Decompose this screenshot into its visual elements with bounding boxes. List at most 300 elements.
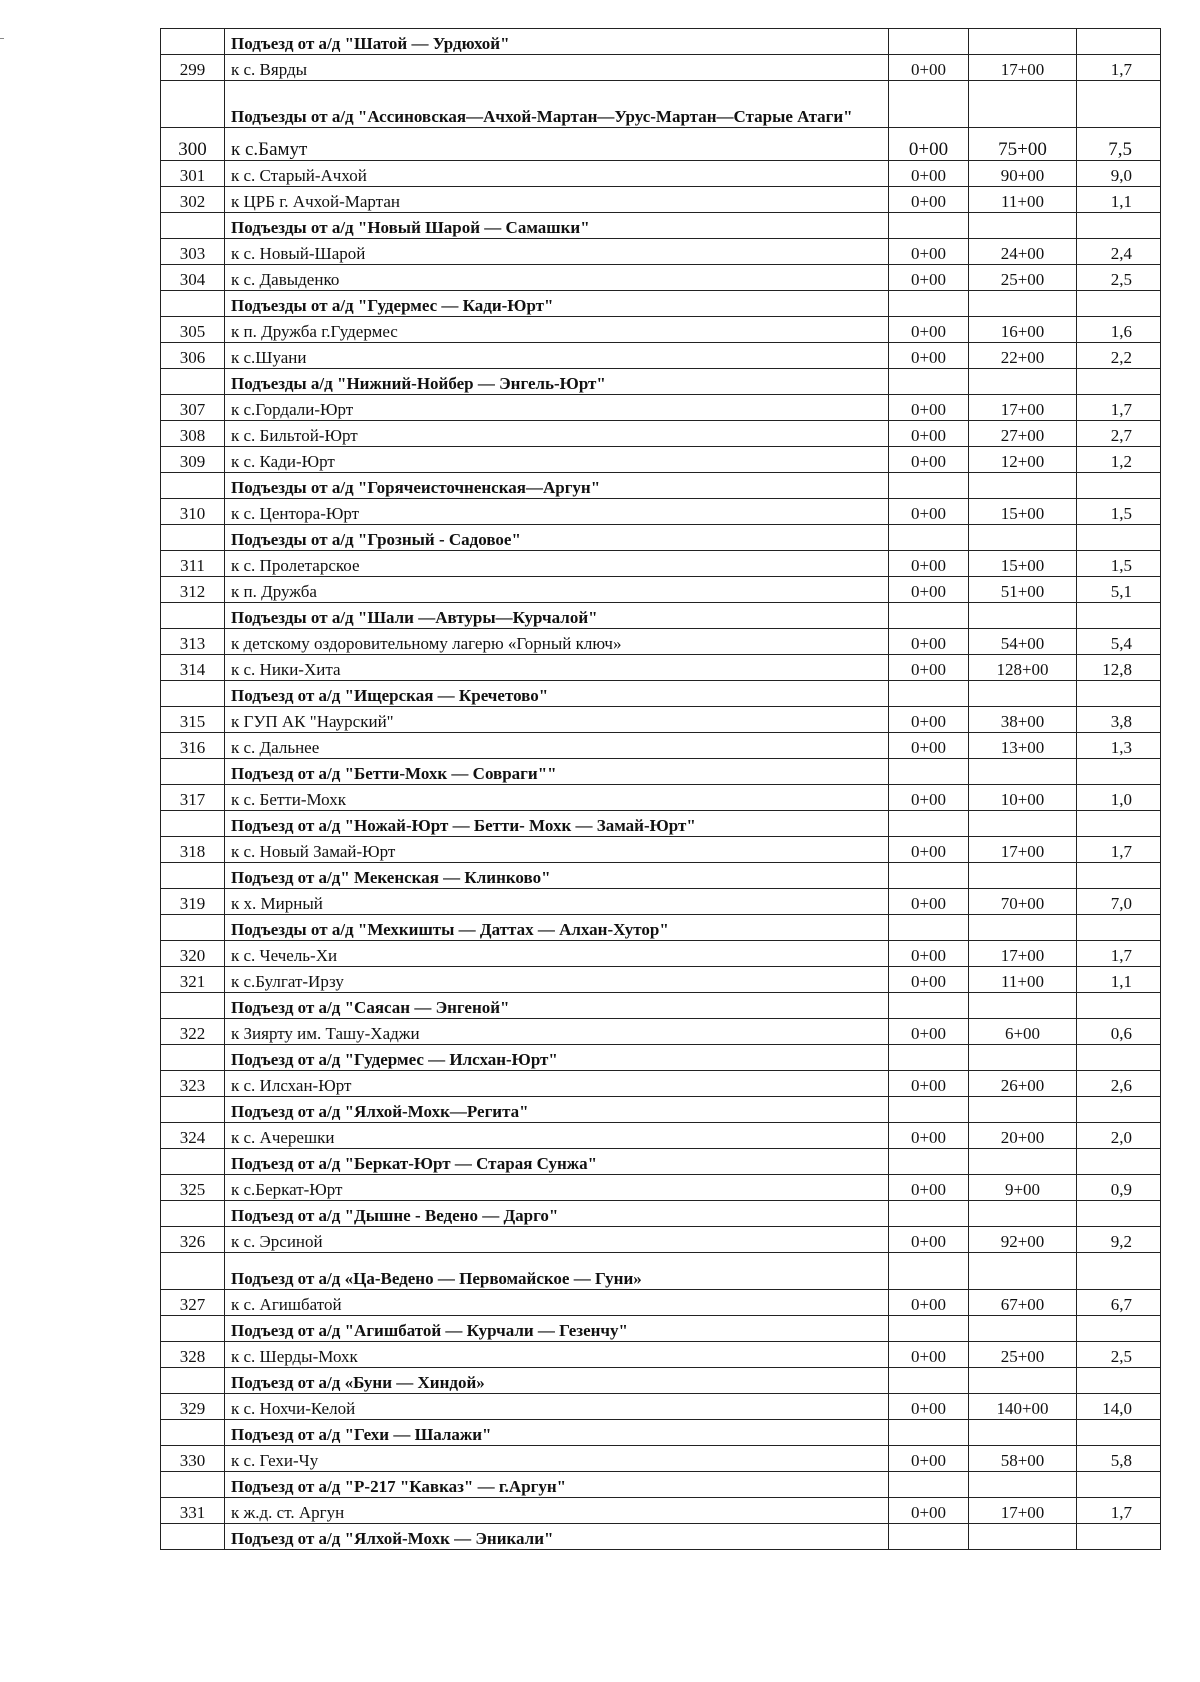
row-number-cell: 326 — [161, 1227, 225, 1253]
length-km-cell: 1,7 — [1077, 55, 1161, 81]
table-row — [161, 785, 1161, 811]
road-name-cell: к с. Дальнее — [225, 733, 889, 759]
row-number-cell: 329 — [161, 1394, 225, 1420]
end-km-cell: 11+00 — [969, 967, 1077, 993]
end-km-cell: 9+00 — [969, 1175, 1077, 1201]
length-km-cell: 1,7 — [1077, 395, 1161, 421]
row-number-cell: 320 — [161, 941, 225, 967]
length-km-cell: 5,1 — [1077, 577, 1161, 603]
end-km-cell: 20+00 — [969, 1123, 1077, 1149]
section-title-cell: Подъезд от а/д «Буни — Хиндой» — [225, 1368, 889, 1394]
section-header-row — [161, 291, 1161, 317]
end-km-cell — [969, 1201, 1077, 1227]
road-name-cell: к с. Вярды — [225, 55, 889, 81]
row-number-cell — [161, 1524, 225, 1550]
start-km-cell — [889, 759, 969, 785]
start-km-cell — [889, 993, 969, 1019]
table-row — [161, 733, 1161, 759]
start-km-cell — [889, 29, 969, 55]
table-row — [161, 128, 1161, 161]
row-number-cell — [161, 473, 225, 499]
length-km-cell: 2,6 — [1077, 1071, 1161, 1097]
section-header-row — [161, 1420, 1161, 1446]
length-km-cell: 0,6 — [1077, 1019, 1161, 1045]
road-name-cell: к п. Дружба — [225, 577, 889, 603]
length-km-cell: 2,2 — [1077, 343, 1161, 369]
road-name-cell: к с.Беркат-Юрт — [225, 1175, 889, 1201]
length-km-cell: 1,7 — [1077, 1498, 1161, 1524]
section-title-cell: Подъезд от а/д "Беркат-Юрт — Старая Сунжа" — [225, 1149, 889, 1175]
start-km-cell — [889, 915, 969, 941]
end-km-cell — [969, 811, 1077, 837]
end-km-cell: 17+00 — [969, 395, 1077, 421]
table-row — [161, 161, 1161, 187]
row-number-cell: 316 — [161, 733, 225, 759]
start-km-cell — [889, 1316, 969, 1342]
row-number-cell — [161, 369, 225, 395]
road-name-cell: к с.Булгат-Ирзу — [225, 967, 889, 993]
section-header-row — [161, 811, 1161, 837]
row-number-cell — [161, 29, 225, 55]
section-header-row — [161, 1045, 1161, 1071]
length-km-cell: 2,7 — [1077, 421, 1161, 447]
table-row — [161, 1446, 1161, 1472]
row-number-cell: 325 — [161, 1175, 225, 1201]
row-number-cell: 308 — [161, 421, 225, 447]
section-header-row — [161, 1316, 1161, 1342]
table-row — [161, 967, 1161, 993]
road-name-cell: к с. Старый-Ачхой — [225, 161, 889, 187]
start-km-cell: 0+00 — [889, 1227, 969, 1253]
row-number-cell — [161, 1045, 225, 1071]
length-km-cell — [1077, 759, 1161, 785]
row-number-cell — [161, 291, 225, 317]
road-name-cell: к ж.д. ст. Аргун — [225, 1498, 889, 1524]
table-row — [161, 239, 1161, 265]
length-km-cell — [1077, 1472, 1161, 1498]
road-name-cell: к детскому оздоровительному лагерю «Горный ключ» — [225, 629, 889, 655]
row-number-cell: 331 — [161, 1498, 225, 1524]
start-km-cell: 0+00 — [889, 1394, 969, 1420]
row-number-cell: 299 — [161, 55, 225, 81]
table-row — [161, 889, 1161, 915]
length-km-cell: 1,7 — [1077, 941, 1161, 967]
road-name-cell: к с. Давыденко — [225, 265, 889, 291]
row-number-cell: 307 — [161, 395, 225, 421]
start-km-cell: 0+00 — [889, 317, 969, 343]
start-km-cell: 0+00 — [889, 551, 969, 577]
row-number-cell — [161, 915, 225, 941]
start-km-cell — [889, 81, 969, 128]
start-km-cell: 0+00 — [889, 1175, 969, 1201]
section-header-row — [161, 369, 1161, 395]
length-km-cell — [1077, 915, 1161, 941]
end-km-cell — [969, 291, 1077, 317]
end-km-cell: 92+00 — [969, 1227, 1077, 1253]
section-header-row — [161, 1149, 1161, 1175]
row-number-cell — [161, 525, 225, 551]
row-number-cell — [161, 213, 225, 239]
start-km-cell — [889, 1097, 969, 1123]
length-km-cell — [1077, 1149, 1161, 1175]
start-km-cell: 0+00 — [889, 1019, 969, 1045]
row-number-cell: 317 — [161, 785, 225, 811]
start-km-cell: 0+00 — [889, 161, 969, 187]
row-number-cell: 309 — [161, 447, 225, 473]
row-number-cell — [161, 1149, 225, 1175]
row-number-cell: 311 — [161, 551, 225, 577]
road-name-cell: к с. Чечель-Хи — [225, 941, 889, 967]
section-title-cell: Подъезд от а/д «Ца-Ведено — Первомайское — Гуни» — [225, 1253, 889, 1290]
section-header-row — [161, 993, 1161, 1019]
section-title-cell: Подъезд от а/д "Гехи — Шалажи" — [225, 1420, 889, 1446]
section-title-cell: Подъезд от а/д "Ялхой-Мохк—Регита" — [225, 1097, 889, 1123]
road-name-cell: к ЦРБ г. Ачхой-Мартан — [225, 187, 889, 213]
section-header-row — [161, 681, 1161, 707]
length-km-cell — [1077, 863, 1161, 889]
table-row — [161, 395, 1161, 421]
row-number-cell: 303 — [161, 239, 225, 265]
road-name-cell: к с. Шерды-Мохк — [225, 1342, 889, 1368]
start-km-cell: 0+00 — [889, 707, 969, 733]
length-km-cell: 5,8 — [1077, 1446, 1161, 1472]
row-number-cell: 319 — [161, 889, 225, 915]
start-km-cell — [889, 213, 969, 239]
row-number-cell — [161, 1316, 225, 1342]
end-km-cell — [969, 1316, 1077, 1342]
section-title-cell: Подъезд от а/д "Ножай-Юрт — Бетти- Мохк — Замай-Юрт" — [225, 811, 889, 837]
length-km-cell: 6,7 — [1077, 1290, 1161, 1316]
section-title-cell: Подъезд от а/д "Р-217 "Кавказ" — г.Аргун" — [225, 1472, 889, 1498]
end-km-cell: 15+00 — [969, 499, 1077, 525]
row-number-cell: 324 — [161, 1123, 225, 1149]
section-title-cell: Подъезды от а/д "Гудермес — Кади-Юрт" — [225, 291, 889, 317]
section-header-row — [161, 1472, 1161, 1498]
end-km-cell: 12+00 — [969, 447, 1077, 473]
road-name-cell: к с.Бамут — [225, 128, 889, 161]
start-km-cell — [889, 473, 969, 499]
start-km-cell: 0+00 — [889, 239, 969, 265]
row-number-cell: 305 — [161, 317, 225, 343]
end-km-cell: 75+00 — [969, 128, 1077, 161]
start-km-cell — [889, 863, 969, 889]
section-title-cell: Подъезды от а/д "Новый Шарой — Самашки" — [225, 213, 889, 239]
table-row — [161, 265, 1161, 291]
end-km-cell: 54+00 — [969, 629, 1077, 655]
end-km-cell: 6+00 — [969, 1019, 1077, 1045]
end-km-cell: 17+00 — [969, 837, 1077, 863]
section-title-cell: Подъезд от а/д "Гудермес — Илсхан-Юрт" — [225, 1045, 889, 1071]
section-title-cell: Подъезд от а/д "Бетти-Мохк — Совраги"" — [225, 759, 889, 785]
table-row — [161, 655, 1161, 681]
road-name-cell: к с.Гордали-Юрт — [225, 395, 889, 421]
length-km-cell — [1077, 1097, 1161, 1123]
row-number-cell: 328 — [161, 1342, 225, 1368]
start-km-cell — [889, 1472, 969, 1498]
end-km-cell: 17+00 — [969, 941, 1077, 967]
start-km-cell — [889, 1524, 969, 1550]
length-km-cell — [1077, 81, 1161, 128]
road-name-cell: к с. Центора-Юрт — [225, 499, 889, 525]
length-km-cell: 12,8 — [1077, 655, 1161, 681]
row-number-cell: 304 — [161, 265, 225, 291]
row-number-cell — [161, 1472, 225, 1498]
end-km-cell — [969, 1420, 1077, 1446]
row-number-cell: 321 — [161, 967, 225, 993]
section-title-cell: Подъезд от а/д "Саясан — Энгеной" — [225, 993, 889, 1019]
row-number-cell: 300 — [161, 128, 225, 161]
length-km-cell: 1,3 — [1077, 733, 1161, 759]
length-km-cell: 7,5 — [1077, 128, 1161, 161]
end-km-cell: 15+00 — [969, 551, 1077, 577]
section-header-row — [161, 1097, 1161, 1123]
section-header-row — [161, 81, 1161, 128]
row-number-cell: 306 — [161, 343, 225, 369]
table-row — [161, 1019, 1161, 1045]
length-km-cell — [1077, 1316, 1161, 1342]
start-km-cell: 0+00 — [889, 343, 969, 369]
end-km-cell: 10+00 — [969, 785, 1077, 811]
length-km-cell — [1077, 369, 1161, 395]
row-number-cell: 327 — [161, 1290, 225, 1316]
start-km-cell — [889, 369, 969, 395]
length-km-cell: 1,6 — [1077, 317, 1161, 343]
road-name-cell: к с. Илсхан-Юрт — [225, 1071, 889, 1097]
end-km-cell: 26+00 — [969, 1071, 1077, 1097]
length-km-cell: 2,5 — [1077, 265, 1161, 291]
length-km-cell — [1077, 1524, 1161, 1550]
road-name-cell: к с. Новый-Шарой — [225, 239, 889, 265]
road-name-cell: к с. Гехи-Чу — [225, 1446, 889, 1472]
end-km-cell: 128+00 — [969, 655, 1077, 681]
section-header-row — [161, 1201, 1161, 1227]
section-header-row — [161, 1253, 1161, 1290]
road-name-cell: к х. Мирный — [225, 889, 889, 915]
table-row — [161, 447, 1161, 473]
length-km-cell — [1077, 1201, 1161, 1227]
end-km-cell — [969, 915, 1077, 941]
table-row — [161, 707, 1161, 733]
length-km-cell: 1,5 — [1077, 499, 1161, 525]
start-km-cell: 0+00 — [889, 128, 969, 161]
start-km-cell: 0+00 — [889, 733, 969, 759]
table-row — [161, 343, 1161, 369]
section-title-cell: Подъезды от а/д "Горячеисточненская—Аргун" — [225, 473, 889, 499]
row-number-cell: 314 — [161, 655, 225, 681]
end-km-cell — [969, 993, 1077, 1019]
start-km-cell — [889, 1201, 969, 1227]
start-km-cell — [889, 291, 969, 317]
section-title-cell: Подъезды от а/д "Ассиновская—Ачхой-Мартан—Урус-Мартан—Старые Атаги" — [225, 81, 889, 128]
end-km-cell — [969, 369, 1077, 395]
road-name-cell: к с. Ники-Хита — [225, 655, 889, 681]
end-km-cell — [969, 213, 1077, 239]
row-number-cell — [161, 1368, 225, 1394]
end-km-cell: 70+00 — [969, 889, 1077, 915]
length-km-cell — [1077, 213, 1161, 239]
length-km-cell: 5,4 — [1077, 629, 1161, 655]
table-row — [161, 1394, 1161, 1420]
length-km-cell — [1077, 525, 1161, 551]
section-title-cell: Подъезды от а/д "Мехкишты — Даттах — Алхан-Хутор" — [225, 915, 889, 941]
end-km-cell — [969, 1045, 1077, 1071]
length-km-cell: 7,0 — [1077, 889, 1161, 915]
road-name-cell: к с. Кади-Юрт — [225, 447, 889, 473]
length-km-cell: 2,5 — [1077, 1342, 1161, 1368]
section-title-cell: Подъезд от а/д "Ищерская — Кречетово" — [225, 681, 889, 707]
length-km-cell: 0,9 — [1077, 1175, 1161, 1201]
table-row — [161, 1175, 1161, 1201]
start-km-cell: 0+00 — [889, 421, 969, 447]
row-number-cell — [161, 759, 225, 785]
section-header-row — [161, 915, 1161, 941]
end-km-cell: 17+00 — [969, 1498, 1077, 1524]
start-km-cell: 0+00 — [889, 837, 969, 863]
length-km-cell — [1077, 993, 1161, 1019]
end-km-cell — [969, 603, 1077, 629]
length-km-cell: 2,4 — [1077, 239, 1161, 265]
table-row — [161, 1498, 1161, 1524]
row-number-cell: 318 — [161, 837, 225, 863]
length-km-cell — [1077, 681, 1161, 707]
length-km-cell: 14,0 — [1077, 1394, 1161, 1420]
section-title-cell: Подъезды от а/д "Шали —Автуры—Курчалой" — [225, 603, 889, 629]
row-number-cell: 322 — [161, 1019, 225, 1045]
start-km-cell: 0+00 — [889, 1342, 969, 1368]
section-header-row — [161, 473, 1161, 499]
table-row — [161, 499, 1161, 525]
road-name-cell: к с. Агишбатой — [225, 1290, 889, 1316]
length-km-cell — [1077, 1253, 1161, 1290]
section-title-cell: Подъезд от а/д "Ялхой-Мохк — Эникали" — [225, 1524, 889, 1550]
section-header-row — [161, 759, 1161, 785]
road-name-cell: к Зиярту им. Ташу-Хаджи — [225, 1019, 889, 1045]
scan-edge-mark — [0, 38, 4, 39]
row-number-cell — [161, 1201, 225, 1227]
end-km-cell: 24+00 — [969, 239, 1077, 265]
row-number-cell — [161, 993, 225, 1019]
section-title-cell: Подъезды а/д "Нижний-Нойбер — Энгель-Юрт" — [225, 369, 889, 395]
end-km-cell — [969, 863, 1077, 889]
row-number-cell: 310 — [161, 499, 225, 525]
table-row — [161, 55, 1161, 81]
table-row — [161, 551, 1161, 577]
start-km-cell: 0+00 — [889, 1123, 969, 1149]
length-km-cell — [1077, 603, 1161, 629]
section-title-cell: Подъезд от а/д "Шатой — Урдюхой" — [225, 29, 889, 55]
table-row — [161, 187, 1161, 213]
start-km-cell — [889, 1420, 969, 1446]
section-title-cell: Подъезд от а/д "Дышне - Ведено — Дарго" — [225, 1201, 889, 1227]
row-number-cell: 313 — [161, 629, 225, 655]
row-number-cell — [161, 1420, 225, 1446]
length-km-cell — [1077, 1420, 1161, 1446]
row-number-cell: 330 — [161, 1446, 225, 1472]
table-row — [161, 1227, 1161, 1253]
length-km-cell: 1,1 — [1077, 967, 1161, 993]
length-km-cell: 1,0 — [1077, 785, 1161, 811]
row-number-cell: 301 — [161, 161, 225, 187]
end-km-cell — [969, 1368, 1077, 1394]
length-km-cell: 9,0 — [1077, 161, 1161, 187]
table-row — [161, 1290, 1161, 1316]
end-km-cell: 38+00 — [969, 707, 1077, 733]
start-km-cell: 0+00 — [889, 265, 969, 291]
table-row — [161, 629, 1161, 655]
table-row — [161, 577, 1161, 603]
length-km-cell — [1077, 811, 1161, 837]
start-km-cell: 0+00 — [889, 1446, 969, 1472]
section-title-cell: Подъезд от а/д "Агишбатой — Курчали — Гезенчу" — [225, 1316, 889, 1342]
section-header-row — [161, 29, 1161, 55]
start-km-cell: 0+00 — [889, 447, 969, 473]
length-km-cell: 1,2 — [1077, 447, 1161, 473]
table-row — [161, 1342, 1161, 1368]
length-km-cell: 9,2 — [1077, 1227, 1161, 1253]
start-km-cell: 0+00 — [889, 395, 969, 421]
start-km-cell — [889, 525, 969, 551]
end-km-cell: 67+00 — [969, 1290, 1077, 1316]
road-name-cell: к с. Пролетарское — [225, 551, 889, 577]
row-number-cell: 315 — [161, 707, 225, 733]
start-km-cell: 0+00 — [889, 967, 969, 993]
road-name-cell: к с. Новый Замай-Юрт — [225, 837, 889, 863]
start-km-cell: 0+00 — [889, 55, 969, 81]
start-km-cell: 0+00 — [889, 941, 969, 967]
start-km-cell: 0+00 — [889, 889, 969, 915]
table-row — [161, 941, 1161, 967]
length-km-cell: 1,5 — [1077, 551, 1161, 577]
end-km-cell: 140+00 — [969, 1394, 1077, 1420]
row-number-cell — [161, 1253, 225, 1290]
road-approaches-table — [160, 28, 1161, 1550]
end-km-cell: 22+00 — [969, 343, 1077, 369]
row-number-cell — [161, 1097, 225, 1123]
end-km-cell: 90+00 — [969, 161, 1077, 187]
section-header-row — [161, 603, 1161, 629]
end-km-cell: 58+00 — [969, 1446, 1077, 1472]
length-km-cell — [1077, 1045, 1161, 1071]
table-row — [161, 1123, 1161, 1149]
row-number-cell — [161, 811, 225, 837]
start-km-cell: 0+00 — [889, 1498, 969, 1524]
length-km-cell: 3,8 — [1077, 707, 1161, 733]
row-number-cell: 312 — [161, 577, 225, 603]
table-row — [161, 317, 1161, 343]
start-km-cell: 0+00 — [889, 785, 969, 811]
road-name-cell: к с. Ачерешки — [225, 1123, 889, 1149]
road-name-cell: к с. Нохчи-Келой — [225, 1394, 889, 1420]
table-row — [161, 421, 1161, 447]
start-km-cell — [889, 1045, 969, 1071]
road-name-cell: к п. Дружба г.Гудермес — [225, 317, 889, 343]
row-number-cell: 302 — [161, 187, 225, 213]
section-header-row — [161, 1524, 1161, 1550]
end-km-cell: 17+00 — [969, 55, 1077, 81]
section-header-row — [161, 525, 1161, 551]
row-number-cell: 323 — [161, 1071, 225, 1097]
start-km-cell: 0+00 — [889, 499, 969, 525]
table-row — [161, 1071, 1161, 1097]
start-km-cell — [889, 681, 969, 707]
length-km-cell — [1077, 29, 1161, 55]
length-km-cell — [1077, 473, 1161, 499]
start-km-cell: 0+00 — [889, 629, 969, 655]
end-km-cell — [969, 759, 1077, 785]
row-number-cell — [161, 81, 225, 128]
end-km-cell: 51+00 — [969, 577, 1077, 603]
road-name-cell: к с.Шуани — [225, 343, 889, 369]
